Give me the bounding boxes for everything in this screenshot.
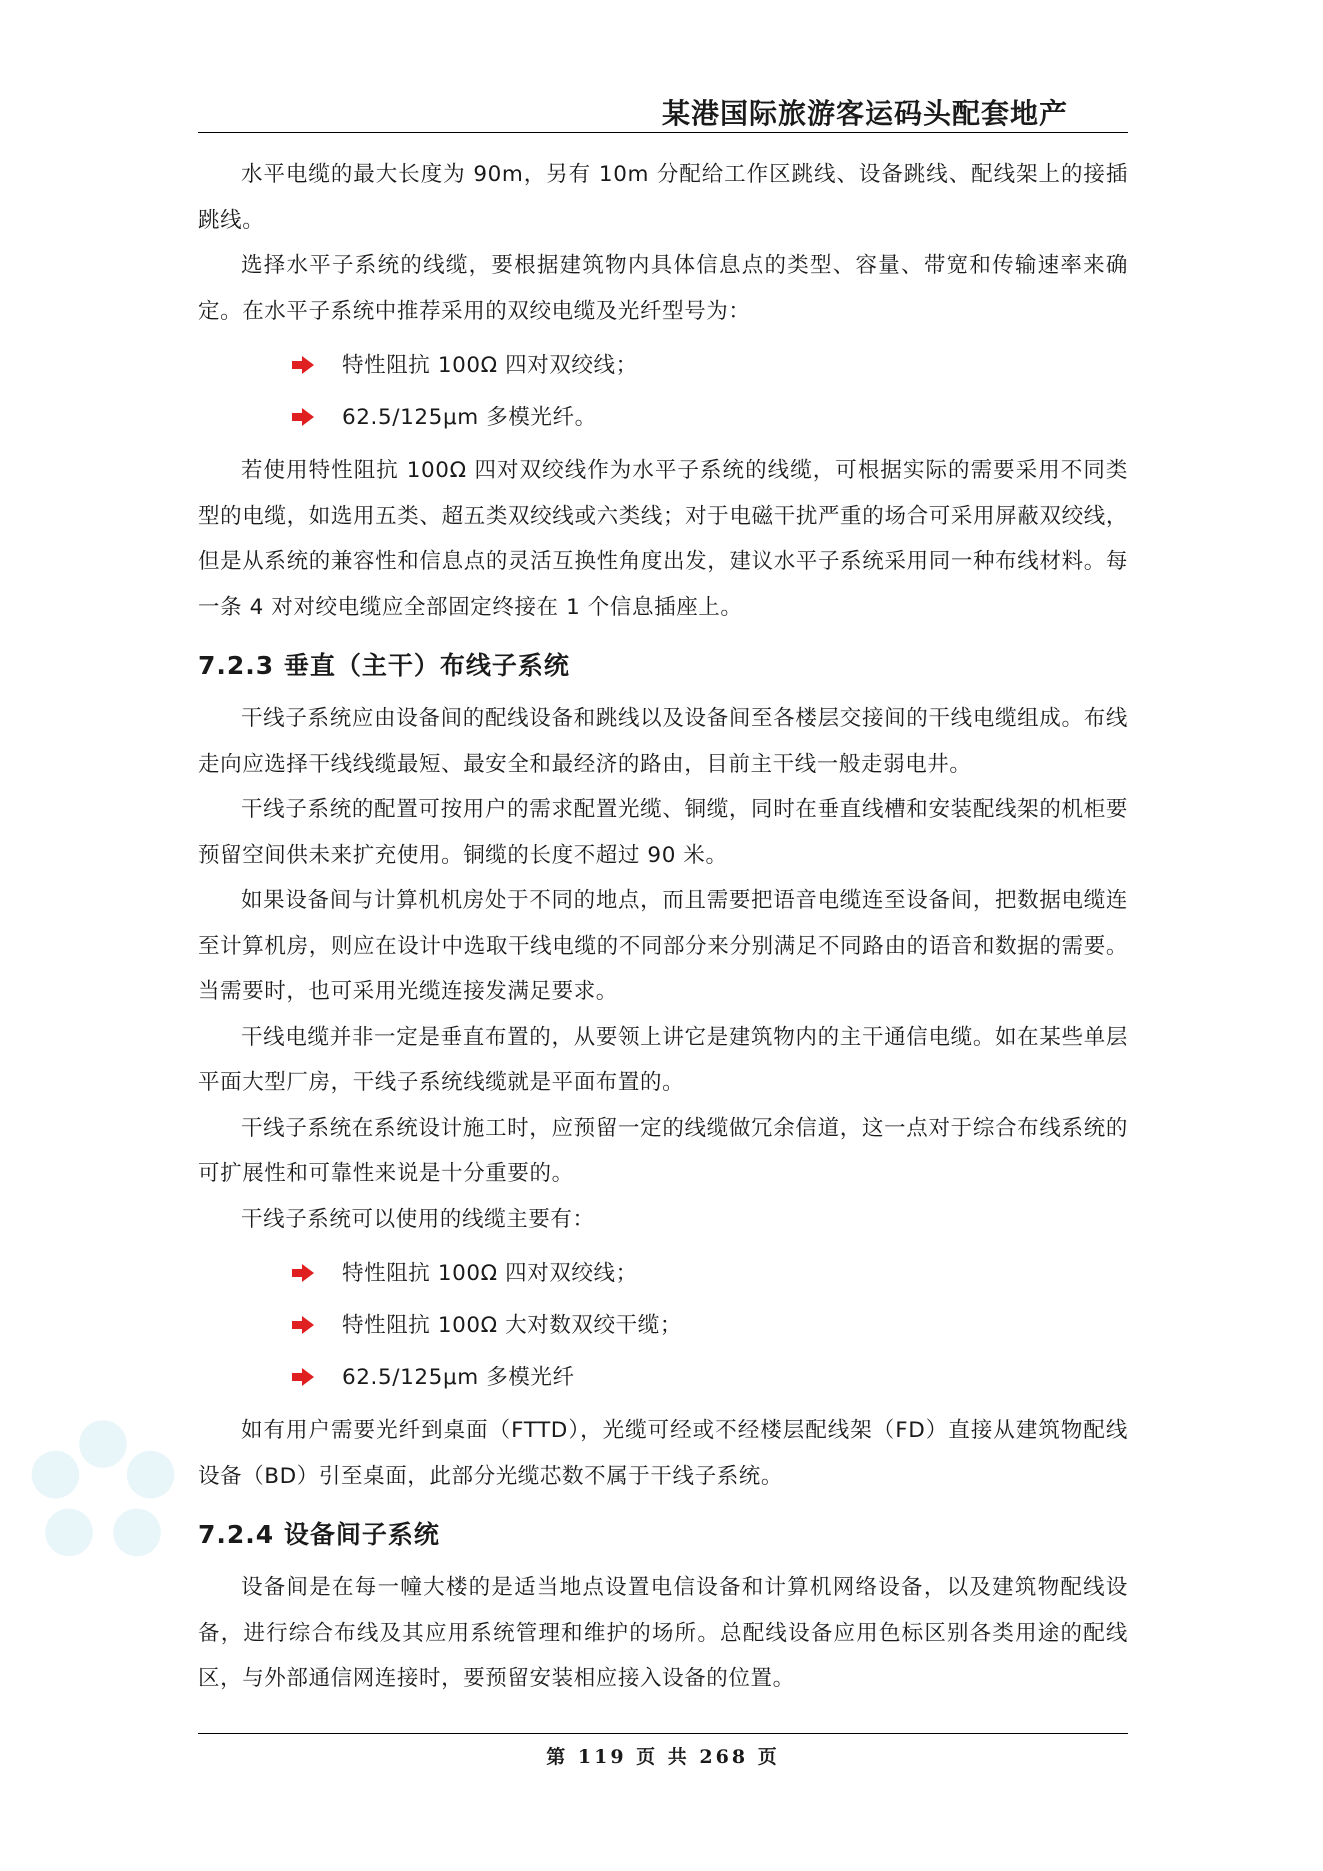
page-footer [198, 1733, 1128, 1769]
bullet-item [198, 1352, 1128, 1404]
paragraph: 干线子系统在系统设计施工时，应预留一定的线缆做冗余信道，这一点对于综合布线系统的可扩展性和可靠性来说是十分重要的。 [198, 1115, 1128, 1186]
document-body [198, 152, 1128, 1702]
paragraph: 干线子系统的配置可按用户的需求配置光缆、铜缆，同时在垂直线槽和安装配线架的机柜要预留空间供未来扩充使用。铜缆的长度不超过 90 米。 [198, 797, 1128, 868]
paragraph: 如有用户需要光纤到桌面（FTTD），光缆可经或不经楼层配线架（FD）直接从建筑物配线设备（BD）引至桌面，此部分光缆芯数不属于干线子系统。 [198, 1418, 1128, 1489]
paragraph: 如果设备间与计算机机房处于不同的地点，而且需要把语音电缆连至设备间，把数据电缆连至计算机房，则应在设计中选取干线电缆的不同部分来分别满足不同路由的语音和数据的需要。当需要时，也可采用光缆连接发满足要求。 [198, 888, 1128, 1004]
section-heading: 7.2.3 垂直（主干）布线子系统 [198, 651, 570, 680]
bullet-text: 特性阻抗 100Ω 大对数双绞干缆； [342, 1313, 682, 1338]
page-header [198, 88, 1128, 133]
page-number: 第 119 页 共 268 页 [546, 1746, 780, 1768]
paragraph: 选择水平子系统的线缆，要根据建筑物内具体信息点的类型、容量、带宽和传输速率来确定。在水平子系统中推荐采用的双绞电缆及光纤型号为： [198, 253, 1128, 324]
bullet-text: 特性阻抗 100Ω 四对双绞线； [342, 353, 638, 378]
bullet-item [198, 1300, 1128, 1352]
red-arrow-icon [292, 1264, 314, 1282]
red-arrow-icon [292, 408, 314, 426]
section-heading: 7.2.4 设备间子系统 [198, 1520, 440, 1549]
bullet-item [198, 392, 1128, 444]
red-arrow-icon [292, 1368, 314, 1386]
header-title: 某港国际旅游客运码头配套地产 [661, 97, 1068, 130]
paragraph: 干线子系统可以使用的线缆主要有： [241, 1206, 595, 1232]
bullet-list [198, 340, 1128, 444]
watermark-logo-icon [18, 1410, 188, 1580]
bullet-text: 特性阻抗 100Ω 四对双绞线； [342, 1261, 638, 1286]
paragraph: 水平电缆的最大长度为 90m，另有 10m 分配给工作区跳线、设备跳线、配线架上的接插跳线。 [198, 162, 1128, 233]
bullet-text: 62.5/125μm 多模光纤。 [342, 405, 597, 430]
bullet-item [198, 1248, 1128, 1300]
bullet-text: 62.5/125μm 多模光纤 [342, 1365, 575, 1390]
paragraph: 干线电缆并非一定是垂直布置的，从要领上讲它是建筑物内的主干通信电缆。如在某些单层平面大型厂房，干线子系统线缆就是平面布置的。 [198, 1024, 1128, 1095]
red-arrow-icon [292, 1316, 314, 1334]
red-arrow-icon [292, 356, 314, 374]
bullet-list [198, 1248, 1128, 1404]
paragraph: 设备间是在每一幢大楼的是适当地点设置电信设备和计算机网络设备，以及建筑物配线设备，进行综合布线及其应用系统管理和维护的场所。总配线设备应用色标区别各类用途的配线区，与外部通信网连接时，要预留安装相应接入设备的位置。 [198, 1575, 1128, 1691]
paragraph: 干线子系统应由设备间的配线设备和跳线以及设备间至各楼层交接间的干线电缆组成。布线走向应选择干线线缆最短、最安全和最经济的路由，目前主干线一般走弱电井。 [198, 706, 1128, 777]
bullet-item [198, 340, 1128, 392]
paragraph: 若使用特性阻抗 100Ω 四对双绞线作为水平子系统的线缆，可根据实际的需要采用不同类型的电缆，如选用五类、超五类双绞线或六类线；对于电磁干扰严重的场合可采用屏蔽双绞线，但是从系统的兼容性和信息点的灵活互换性角度出发，建议水平子系统采用同一种布线材料。每一条 4 对对绞电缆应全部固定终接在 1 个信息插座上。 [198, 458, 1128, 620]
